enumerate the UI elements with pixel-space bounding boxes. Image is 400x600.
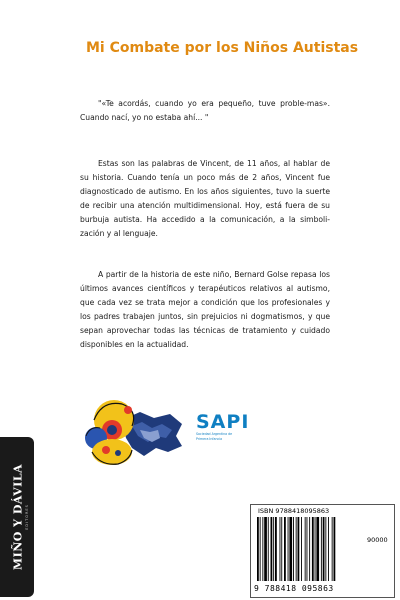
barcode-bar bbox=[298, 517, 300, 581]
price-code: 90000 bbox=[367, 536, 388, 544]
sapi-subtitle-line-2: Primera Infancia bbox=[196, 436, 223, 441]
publisher-tagline: EDITORES bbox=[25, 504, 29, 530]
barcode-bars bbox=[257, 517, 362, 583]
barcode-bar bbox=[264, 517, 267, 581]
barcode-digits: 9 788418 095863 bbox=[254, 584, 334, 593]
barcode-bar bbox=[273, 517, 274, 581]
sapi-logo bbox=[196, 412, 276, 462]
paragraph-2-text: A partir de la historia de este niño, Bernard Golse repasa los últimos avances científicos y terapéuticos relativos al autismo, que cada vez se trata mejor a condición que los profesionales y los padres trabajen juntos, sin prejuicios ni dogmatismos, y que sepan aprovechar todas las técnicas de tratamiento y cuidado disponibles en la actualidad. bbox=[80, 270, 330, 349]
publisher-name: MIÑO Y DÁVILA bbox=[11, 463, 25, 571]
barcode-bar bbox=[284, 517, 286, 581]
barcode-bar bbox=[312, 517, 314, 581]
barcode-bar bbox=[275, 517, 277, 581]
sapi-subtitle-line-1: Sociedad Argentina de bbox=[196, 432, 233, 436]
barcode-bar bbox=[328, 517, 329, 581]
barcode-bar bbox=[305, 517, 306, 581]
barcode-bar bbox=[288, 517, 289, 581]
opening-quote bbox=[80, 97, 330, 125]
barcode-bar bbox=[260, 517, 261, 581]
isbn-label: ISBN 9788418095863 bbox=[258, 507, 330, 515]
barcode-box bbox=[250, 504, 395, 598]
barcode-bar bbox=[257, 517, 259, 581]
barcode-bar bbox=[293, 517, 294, 581]
quote-text: "«Te acordás, cuando yo era pequeño, tuve proble-mas». Cuando nací, yo no estaba ahí... " bbox=[80, 99, 330, 122]
paragraph-1-text: Estas son las palabras de Vincent, de 11 años, al hablar de su historia. Cuando tenía un poco más de 2 años, Vincent fue diagnosticado de autismo. En los años siguientes, tuvo la suerte de recibir una atención multidimensional. Hoy, está fuera de su burbuja autista. Ha accedido a la comunicación, a la simboli-zación y al lenguaje. bbox=[80, 159, 330, 238]
barcode-bar bbox=[332, 517, 333, 581]
barcode-bar bbox=[316, 517, 319, 581]
barcode-bar bbox=[321, 517, 322, 581]
barcode-bar bbox=[271, 517, 273, 581]
barcode-bar bbox=[334, 517, 336, 581]
publisher-logo-spine bbox=[0, 437, 34, 597]
barcode-bar bbox=[307, 517, 308, 581]
barcode-bar bbox=[296, 517, 297, 581]
child-drawing-illustration bbox=[82, 390, 187, 470]
barcode-bar bbox=[280, 517, 281, 581]
barcode-bar bbox=[309, 517, 310, 581]
barcode-bar bbox=[268, 517, 269, 581]
barcode-bar bbox=[281, 517, 282, 581]
description-paragraph-2 bbox=[80, 268, 330, 352]
barcode-bar bbox=[262, 517, 263, 581]
barcode-bar bbox=[325, 517, 326, 581]
barcode-bar bbox=[315, 517, 316, 581]
book-title: Mi Combate por los Niños Autistas bbox=[86, 40, 359, 56]
description-paragraph-1 bbox=[80, 157, 330, 241]
sapi-name: SAPI bbox=[196, 411, 250, 433]
barcode-bar bbox=[323, 517, 325, 581]
barcode-bar bbox=[301, 517, 302, 581]
barcode-bar bbox=[289, 517, 292, 581]
